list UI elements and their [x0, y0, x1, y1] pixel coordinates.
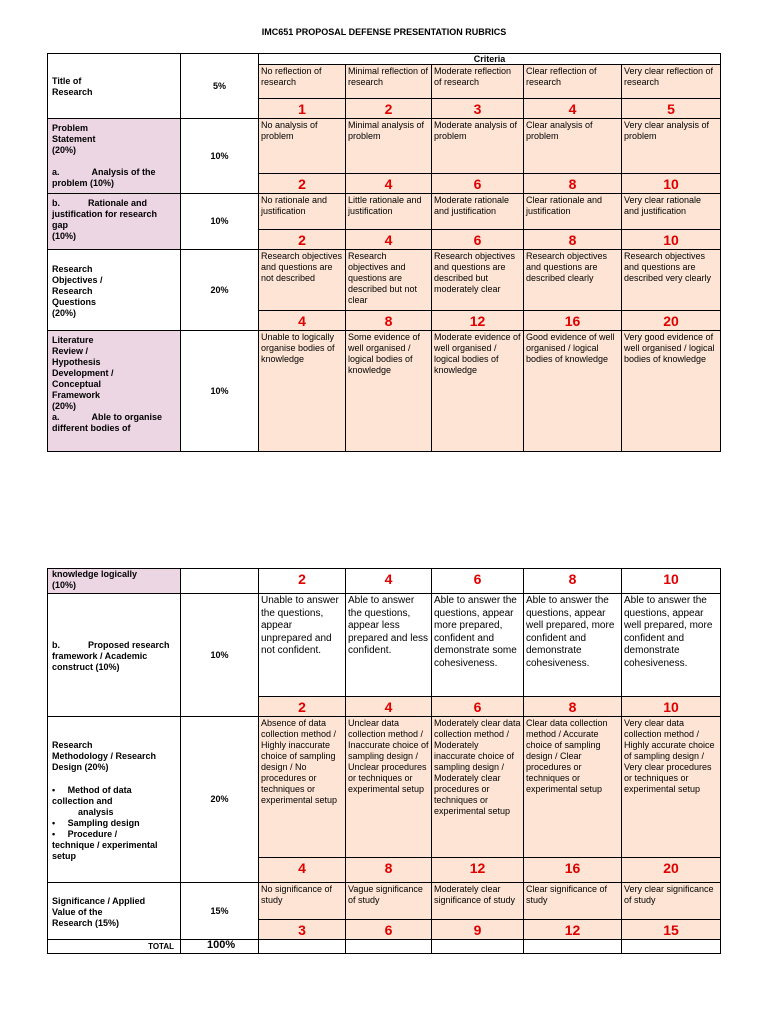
- significance-score-4: 12: [524, 920, 622, 940]
- literature-weight: 10%: [181, 331, 259, 452]
- literature-continued-weight: [181, 569, 259, 594]
- significance-weight: 15%: [181, 883, 259, 940]
- rationale-score-1: 2: [259, 230, 346, 250]
- title-score-3: 3: [432, 99, 524, 119]
- framework-level-3: Able to answer the questions, appear more prepared, confident and demonstrate some cohesiveness.: [432, 594, 524, 697]
- objectives-level-5: Research objectives and questions are described very clearly: [622, 250, 721, 311]
- methodology-score-1: 4: [259, 858, 346, 883]
- literature-level-3: Moderate evidence of well organised / logical bodies of knowledge: [432, 331, 524, 452]
- title-level-2: Minimal reflection of research: [346, 65, 432, 99]
- literature-score-5: 10: [622, 569, 721, 594]
- framework-label: b. Proposed research framework / Academic construct (10%): [48, 594, 181, 717]
- criteria-header: Criteria: [259, 54, 721, 65]
- literature-level-1: Unable to logically organise bodies of knowledge: [259, 331, 346, 452]
- significance-score-1: 3: [259, 920, 346, 940]
- framework-level-2: Able to answer the questions, appear less prepared and less confident.: [346, 594, 432, 697]
- literature-score-3: 6: [432, 569, 524, 594]
- literature-score-1: 2: [259, 569, 346, 594]
- title-score-2: 2: [346, 99, 432, 119]
- framework-score-4: 8: [524, 697, 622, 717]
- methodology-level-3: Moderately clear data collection method / Moderately inaccurate choice of sampling design / Moderately clear procedures or techniques or experimental setup: [432, 717, 524, 858]
- problem-level-1: No analysis of problem: [259, 119, 346, 174]
- literature-continued-label: knowledge logically (10%): [48, 569, 181, 594]
- rationale-level-4: Clear rationale and justification: [524, 194, 622, 230]
- significance-score-3: 9: [432, 920, 524, 940]
- total-empty-cell: [259, 940, 346, 954]
- rubric-table-page-2: [47, 568, 721, 954]
- title-score-1: 1: [259, 99, 346, 119]
- significance-level-4: Clear significance of study: [524, 883, 622, 920]
- objectives-label: Research Objectives / Research Questions (20%): [48, 250, 181, 331]
- rationale-level-3: Moderate rationale and justification: [432, 194, 524, 230]
- rationale-level-1: No rationale and justification: [259, 194, 346, 230]
- framework-score-2: 4: [346, 697, 432, 717]
- rationale-weight: 10%: [181, 194, 259, 250]
- literature-score-2: 4: [346, 569, 432, 594]
- rationale-level-5: Very clear rationale and justification: [622, 194, 721, 230]
- problem-score-5: 10: [622, 174, 721, 194]
- methodology-level-2: Unclear data collection method / Inaccurate choice of sampling design / Unclear procedures or techniques or experimental setup: [346, 717, 432, 858]
- rationale-level-2: Little rationale and justification: [346, 194, 432, 230]
- problem-statement-weight: 10%: [181, 119, 259, 194]
- framework-score-1: 2: [259, 697, 346, 717]
- objectives-level-2: Research objectives and questions are described but not clear: [346, 250, 432, 311]
- framework-level-1: Unable to answer the questions, appear unprepared and not confident.: [259, 594, 346, 697]
- framework-weight: 10%: [181, 594, 259, 717]
- objectives-level-4: Research objectives and questions are described clearly: [524, 250, 622, 311]
- problem-score-2: 4: [346, 174, 432, 194]
- page-title: IMC651 PROPOSAL DEFENSE PRESENTATION RUBRICS: [261, 27, 507, 37]
- problem-score-1: 2: [259, 174, 346, 194]
- significance-score-5: 15: [622, 920, 721, 940]
- literature-score-4: 8: [524, 569, 622, 594]
- title-of-research-label: Title of Research: [48, 54, 181, 119]
- framework-score-3: 6: [432, 697, 524, 717]
- objectives-level-1: Research objectives and questions are not described: [259, 250, 346, 311]
- rationale-label: b. Rationale and justification for research gap (10%): [48, 194, 181, 250]
- total-empty-cell: [346, 940, 432, 954]
- objectives-score-5: 20: [622, 311, 721, 331]
- rationale-score-2: 4: [346, 230, 432, 250]
- literature-label: Literature Review / Hypothesis Development / Conceptual Framework (20%) a. Able to organise different bodies of: [48, 331, 181, 452]
- methodology-weight: 20%: [181, 717, 259, 883]
- objectives-level-3: Research objectives and questions are described but moderately clear: [432, 250, 524, 311]
- title-of-research-weight: 5%: [181, 54, 259, 119]
- significance-level-5: Very clear significance of study: [622, 883, 721, 920]
- problem-level-4: Clear analysis of problem: [524, 119, 622, 174]
- methodology-level-1: Absence of data collection method / Highly inaccurate choice of sampling design / No procedures or techniques or experimental setup: [259, 717, 346, 858]
- objectives-score-3: 12: [432, 311, 524, 331]
- literature-level-2: Some evidence of well organised / logical bodies of knowledge: [346, 331, 432, 452]
- total-value: 100%: [181, 940, 259, 954]
- objectives-weight: 20%: [181, 250, 259, 331]
- methodology-score-4: 16: [524, 858, 622, 883]
- significance-level-3: Moderately clear significance of study: [432, 883, 524, 920]
- problem-level-2: Minimal analysis of problem: [346, 119, 432, 174]
- significance-label: Significance / Applied Value of the Research (15%): [48, 883, 181, 940]
- objectives-score-2: 8: [346, 311, 432, 331]
- literature-level-4: Good evidence of well organised / logical bodies of knowledge: [524, 331, 622, 452]
- objectives-score-4: 16: [524, 311, 622, 331]
- title-score-4: 4: [524, 99, 622, 119]
- objectives-score-1: 4: [259, 311, 346, 331]
- problem-score-3: 6: [432, 174, 524, 194]
- significance-score-2: 6: [346, 920, 432, 940]
- framework-level-4: Able to answer the questions, appear well prepared, more confident and demonstrate cohesiveness.: [524, 594, 622, 697]
- title-level-1: No reflection of research: [259, 65, 346, 99]
- problem-statement-label: Problem Statement (20%) a. Analysis of the problem (10%): [48, 119, 181, 194]
- significance-level-1: No significance of study: [259, 883, 346, 920]
- total-label: TOTAL: [48, 940, 181, 954]
- methodology-level-4: Clear data collection method / Accurate choice of sampling design / Clear procedures or techniques or experimental setup: [524, 717, 622, 858]
- framework-score-5: 10: [622, 697, 721, 717]
- framework-level-5: Able to answer the questions, appear well prepared, more confident and demonstrate cohesiveness.: [622, 594, 721, 697]
- rationale-score-5: 10: [622, 230, 721, 250]
- title-level-5: Very clear reflection of research: [622, 65, 721, 99]
- problem-score-4: 8: [524, 174, 622, 194]
- rationale-score-4: 8: [524, 230, 622, 250]
- total-empty-cell: [622, 940, 721, 954]
- significance-level-2: Vague significance of study: [346, 883, 432, 920]
- title-level-3: Moderate reflection of research: [432, 65, 524, 99]
- methodology-label: Research Methodology / Research Design (20%) • Method of data collection and analysis • Sampling design • Procedure / technique / experimental setup: [48, 717, 181, 883]
- total-empty-cell: [432, 940, 524, 954]
- title-score-5: 5: [622, 99, 721, 119]
- rubric-table-page-1: [47, 53, 721, 452]
- methodology-score-5: 20: [622, 858, 721, 883]
- methodology-level-5: Very clear data collection method / Highly accurate choice of sampling design / Very clear procedures or techniques or experimental setup: [622, 717, 721, 858]
- problem-level-3: Moderate analysis of problem: [432, 119, 524, 174]
- title-level-4: Clear reflection of research: [524, 65, 622, 99]
- methodology-score-2: 8: [346, 858, 432, 883]
- total-empty-cell: [524, 940, 622, 954]
- rationale-score-3: 6: [432, 230, 524, 250]
- problem-level-5: Very clear analysis of problem: [622, 119, 721, 174]
- literature-level-5: Very good evidence of well organised / logical bodies of knowledge: [622, 331, 721, 452]
- methodology-score-3: 12: [432, 858, 524, 883]
